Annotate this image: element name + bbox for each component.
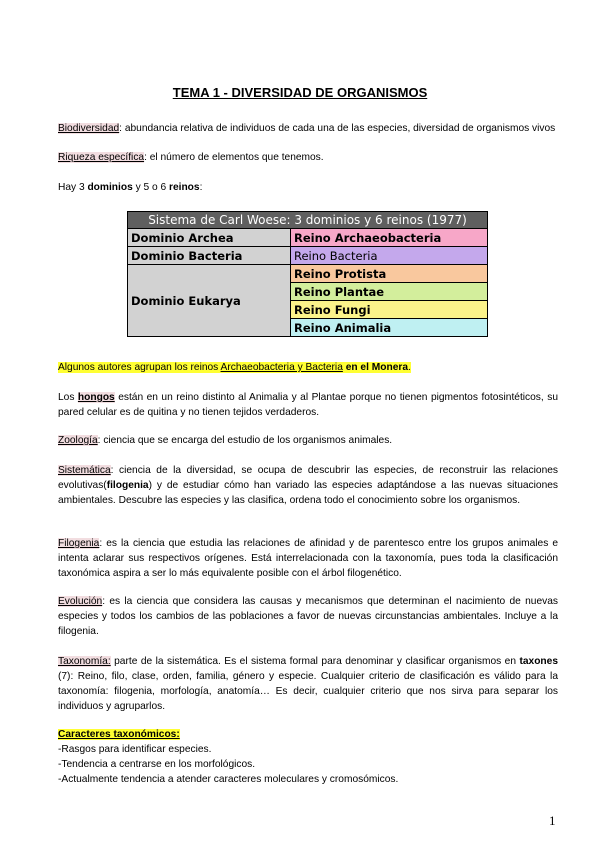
sistematica-pre: : ciencia de la diversidad, se ocupa de descubrir las especies, de reconstruir las relaciones evolutivas( [58, 465, 558, 491]
hongos-pre: Los [58, 392, 78, 403]
dominios-pre: Hay 3 [58, 182, 88, 193]
sistematica-bold: filogenia [106, 480, 149, 491]
dominios-bold: dominios [87, 182, 133, 193]
table-header: Sistema de Carl Woese: 3 dominios y 6 reinos (1977) [128, 212, 488, 229]
taxonomia-pre: parte de la sistemática. Es el sistema formal para denominar y clasificar organismos en [110, 656, 520, 667]
monera-paragraph [58, 360, 558, 375]
kingdom-cell: Reino Plantae [291, 283, 488, 301]
biodiversidad-paragraph [58, 121, 558, 136]
domain-cell: Dominio Archea [128, 229, 291, 247]
page-title: TEMA 1 - DIVERSIDAD DE ORGANISMOS [172, 85, 428, 100]
kingdom-cell: Reino Archaeobacteria [291, 229, 488, 247]
evolucion-paragraph [58, 594, 558, 639]
evolucion-term: Evolución [58, 596, 103, 607]
hongos-paragraph [58, 390, 558, 420]
caracteres-item: -Actualmente tendencia a atender caracteres moleculares y cromosómicos. [58, 774, 399, 785]
monera-highlight [58, 362, 411, 373]
sistematica-post: ) y de estudiar cómo han variado las especies adaptándose a las nuevas situaciones ambientales. Descubre las especies y las clasifica, ordena todo el conocimiento sobre los organismos. [58, 480, 558, 506]
kingdom-cell: Reino Fungi [291, 301, 488, 319]
kingdom-cell: Reino Bacteria [291, 247, 488, 265]
taxonomia-bold: taxones [519, 656, 558, 667]
caracteres-item: -Rasgos para identificar especies. [58, 744, 212, 755]
filogenia-term: Filogenia [58, 538, 100, 549]
domain-cell: Dominio Eukarya [128, 265, 291, 337]
biodiversidad-text: : abundancia relativa de individuos de cada una de las especies, diversidad de organismos vivos [119, 123, 556, 134]
filogenia-paragraph [58, 536, 558, 581]
sistematica-paragraph [58, 463, 558, 508]
dominios-mid: y 5 o 6 [132, 182, 169, 193]
kingdom-cell: Reino Animalia [291, 319, 488, 337]
page-number: 1 [549, 813, 556, 828]
dominios-paragraph [58, 180, 558, 195]
kingdom-cell: Reino Protista [291, 265, 488, 283]
riqueza-text: : el número de elementos que tenemos. [144, 152, 324, 163]
hongos-term: hongos [77, 392, 115, 403]
taxonomia-post: (7): Reino, filo, clase, orden, familia, género y especie. Cualquier criterio de clasificación es válido para la taxonomía: filogenia, morfología, anatomía… Es decir, cualquier criterio que nos sirva para separar los individuos y agruparlos. [58, 671, 558, 712]
zoologia-paragraph [58, 433, 558, 448]
filogenia-text: : es la ciencia que estudia las relaciones de afinidad y de parentesco entre los grupos animales e intenta aclarar sus respectivos orígenes. Está interrelacionada con la taxonomía, pues toda la clasificación taxonómica aspira a ser lo más equivalente posible con el árbol filogenético. [58, 538, 558, 579]
reinos-bold: reinos [168, 182, 200, 193]
monera-post: . [408, 362, 411, 373]
biodiversidad-term: Biodiversidad [58, 123, 120, 134]
taxonomia-paragraph [58, 654, 558, 714]
caracteres-item: -Tendencia a centrarse en los morfológicos. [58, 759, 256, 770]
caracteres-section [58, 727, 558, 787]
evolucion-text: : es la ciencia que considera las causas y mecanismos que determinan el nacimiento de nuevas especies y todos los cambios de las poblaciones a favor de nuevas circunstancias ambientales. Incluye a la filogenia. [58, 596, 558, 637]
taxonomia-term: Taxonomía: [58, 656, 111, 667]
monera-pre: Algunos autores agrupan los reinos [58, 362, 221, 373]
riqueza-term: Riqueza específica [58, 152, 145, 163]
monera-bold: Monera [371, 362, 408, 373]
hongos-text: están en un reino distinto al Animalia y al Plantae porque no tienen pigmentos fotosintéticos, su pared celular es de quitina y no tienen tejidos verdaderos. [58, 392, 558, 418]
dominios-post: : [199, 182, 203, 193]
sistematica-term: Sistemática [58, 465, 111, 476]
monera-underlined: Archaeobacteria y Bacteria [220, 362, 343, 373]
zoologia-term: Zoología [58, 435, 98, 446]
caracteres-heading: Caracteres taxonómicos: [58, 729, 180, 740]
domain-cell: Dominio Bacteria [128, 247, 291, 265]
riqueza-paragraph [58, 150, 558, 165]
woese-table [127, 211, 488, 337]
zoologia-text: : ciencia que se encarga del estudio de los organismos animales. [97, 435, 393, 446]
monera-mid: en el [342, 362, 372, 373]
